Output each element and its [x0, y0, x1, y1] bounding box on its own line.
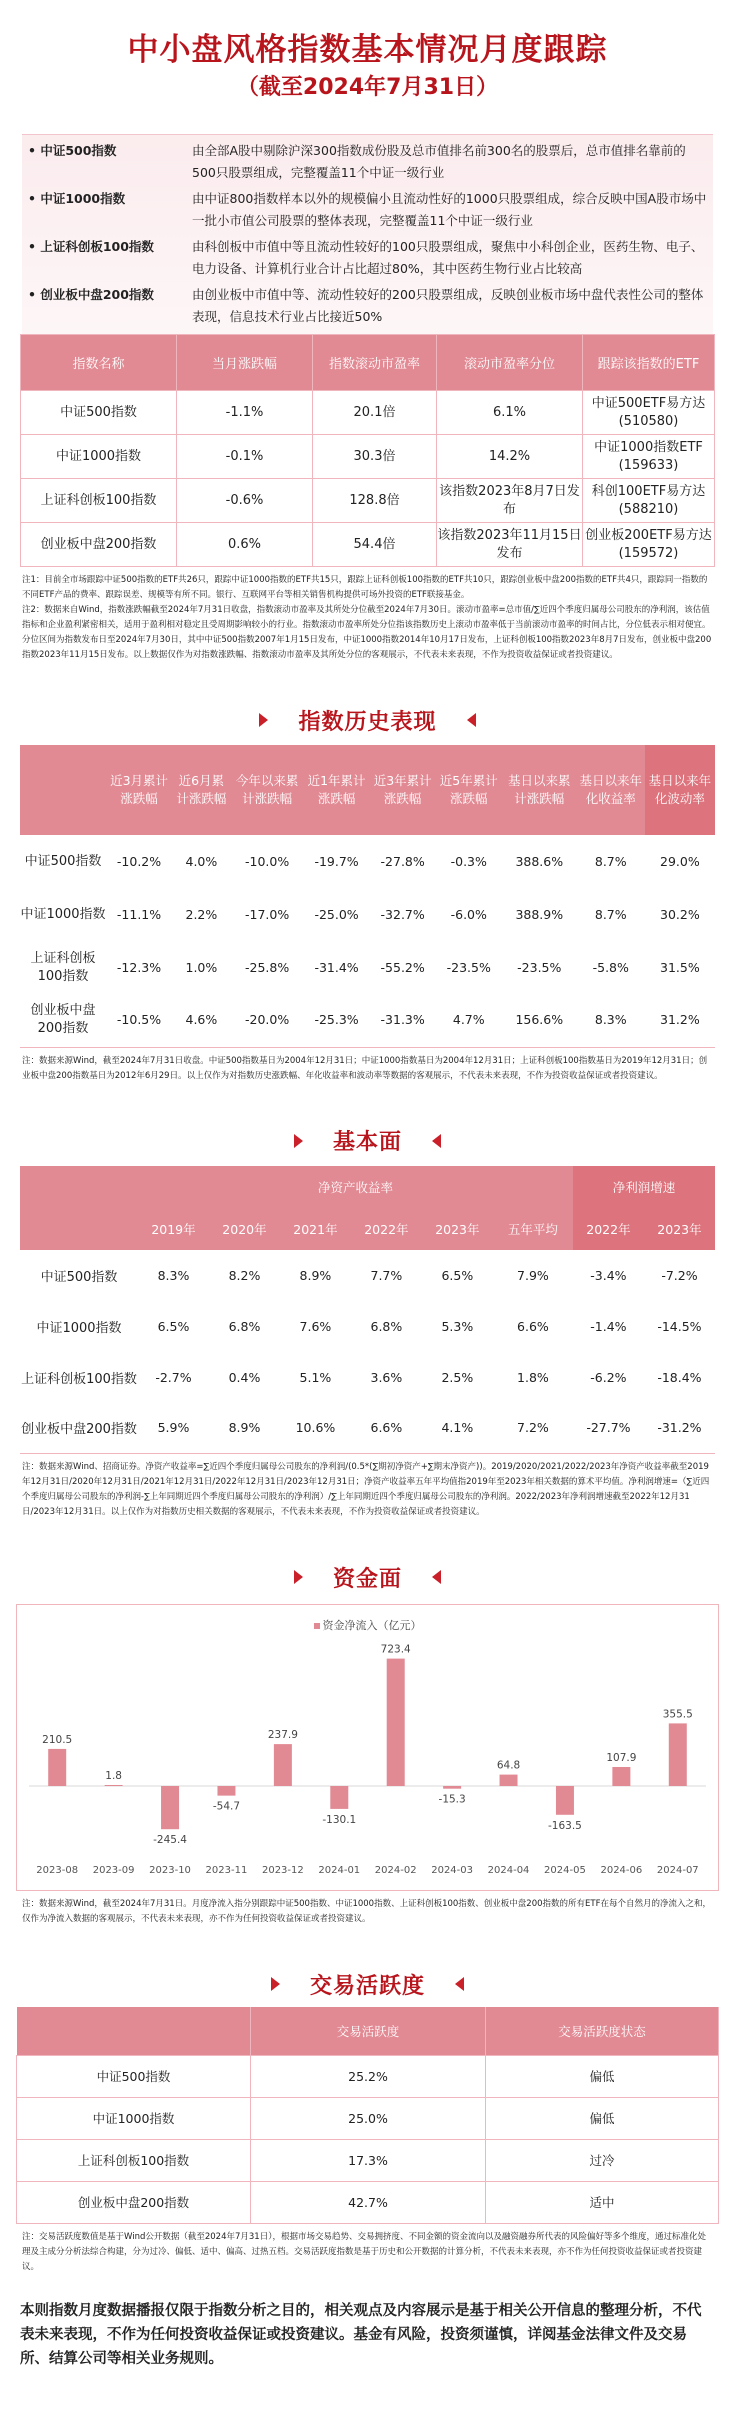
- cell: 2.5%: [441, 1369, 474, 1385]
- arrow-right-icon: [294, 1134, 303, 1148]
- x-axis-tick-label: 2024-04: [487, 1865, 530, 1876]
- bar: [443, 1786, 461, 1789]
- column-header: 近3月累计涨跌幅: [106, 745, 172, 835]
- monthly-change: -0.1%: [177, 435, 313, 479]
- cell: -20.0%: [231, 994, 304, 1047]
- index-name: 创业板中盘200指数: [20, 994, 106, 1047]
- cell: -3.4%: [590, 1267, 627, 1283]
- cell: -23.5%: [446, 959, 491, 975]
- cell: -31.2%: [644, 1403, 715, 1454]
- x-axis-tick-label: 2023-09: [92, 1865, 135, 1876]
- cell: 6.6%: [517, 1318, 549, 1334]
- column-header: 交易活跃度: [251, 2007, 486, 2055]
- group-header-profit-growth: 净利润增速: [573, 1166, 715, 1208]
- cell: -25.3%: [304, 994, 370, 1047]
- cell: 5.1%: [299, 1369, 332, 1385]
- intro-item-desc: 由全部A股中剔除沪深300指数成份股及总市值排名前300名的股票后，总市值排名靠前的500只股票组成，完整覆盖11个中证一级行业: [192, 143, 686, 180]
- section-title: 基本面: [332, 1130, 402, 1155]
- table-row: [20, 941, 715, 994]
- bar-value-label: -130.1: [322, 1813, 357, 1826]
- cell: 4.1%: [422, 1403, 493, 1454]
- table-row: [20, 994, 715, 1047]
- cell: -14.5%: [657, 1318, 702, 1334]
- column-header: 当月涨跌幅: [177, 335, 313, 391]
- pe-percentile: 该指数2023年11月15日发布: [437, 523, 583, 567]
- tracking-etf: [583, 523, 715, 567]
- table-row: [17, 2097, 719, 2139]
- cell: 8.3%: [577, 994, 645, 1047]
- column-header: 2021年: [280, 1208, 351, 1250]
- activity-value: 42.7%: [251, 2181, 486, 2223]
- column-header: 2020年: [209, 1208, 280, 1250]
- bar-value-label: -15.3: [438, 1793, 466, 1806]
- index-name: 中证500指数: [17, 2055, 251, 2097]
- cell: 8.9%: [299, 1267, 332, 1283]
- column-header: 今年以来累计涨跌幅: [231, 745, 304, 835]
- pe-percentile: 6.1%: [437, 391, 583, 435]
- bar: [217, 1786, 235, 1796]
- monthly-change: -0.6%: [177, 479, 313, 523]
- cell: 4.6%: [172, 994, 231, 1047]
- x-axis-tick-label: 2024-07: [656, 1865, 699, 1876]
- arrow-right-icon: [259, 713, 268, 727]
- cell: 6.5%: [441, 1267, 474, 1283]
- bar-chart-plot: [17, 1605, 718, 1892]
- overview-table: [20, 334, 715, 567]
- bar: [330, 1786, 348, 1809]
- activity-note: 注：交易活跃度数值是基于Wind公开数据（截至2024年7月31日），根据市场交易趋势、交易拥挤度、不同金额的资金流向以及融资融券所代表的风险偏好等多个维度，通过标准化处理及主成分分析法综合构建，分为过冷、偏低、适中、偏高、过热五档。交易活跃度指数是基于历史和公开数据的计算分析，不代表未来表现，亦不作为任何投资收益保证或者投资建议。: [22, 2231, 706, 2272]
- activity-status: 偏低: [486, 2055, 719, 2097]
- index-name: 中证500指数: [21, 391, 177, 435]
- bar-value-label: 723.4: [380, 1643, 411, 1656]
- index-name: 上证科创板100指数: [17, 2139, 251, 2181]
- intro-item: [22, 186, 713, 234]
- cell: 2.2%: [185, 906, 218, 922]
- cell: 6.8%: [228, 1318, 261, 1334]
- table-row: [20, 888, 715, 941]
- cell: -6.2%: [590, 1369, 627, 1385]
- cell: -19.7%: [314, 853, 359, 869]
- index-name: 中证500指数: [40, 1269, 118, 1285]
- cell: 8.9%: [209, 1403, 280, 1454]
- intro-item-name: • 上证科创板100指数: [22, 236, 192, 280]
- arrow-right-icon: [294, 1570, 303, 1584]
- tracking-etf: [583, 435, 715, 479]
- index-name: 创业板中盘200指数: [20, 1403, 138, 1454]
- column-header: 2019年: [138, 1208, 209, 1250]
- cell: -6.0%: [450, 906, 487, 922]
- cell: 7.6%: [299, 1318, 332, 1334]
- intro-item: [22, 282, 713, 330]
- activity-value: 25.2%: [251, 2055, 486, 2097]
- column-header: 近3年累计涨跌幅: [370, 745, 436, 835]
- table-row: [20, 1403, 715, 1454]
- blank-header: [20, 1208, 138, 1250]
- table-row: [21, 479, 715, 523]
- overview-note-1: 注1：目前全市场跟踪中证500指数的ETF共26只，跟踪中证1000指数的ETF共15只，跟踪上证科创板100指数的ETF共10只，跟踪创业板中盘200指数的ETF共4只，跟踪同一指数的不同ETF产品的费率、跟踪误差、规模等有所不同。银行、互联网平台等相关销售机构提供可场外投资的ETF联接基金。: [22, 575, 708, 600]
- cell: 30.2%: [660, 906, 700, 922]
- monthly-change: -1.1%: [177, 391, 313, 435]
- blank-header: [20, 1166, 138, 1208]
- section-title: 资金面: [332, 1566, 402, 1592]
- cell: -27.7%: [573, 1403, 644, 1454]
- activity-value: 17.3%: [251, 2139, 486, 2181]
- index-name: 上证科创板100指数: [21, 479, 177, 523]
- x-axis-tick-label: 2023-12: [261, 1865, 304, 1876]
- cell: -10.2%: [116, 853, 162, 869]
- bar-value-label: 210.5: [42, 1733, 73, 1746]
- disclaimer: 本则指数月度数据播报仅限于指数分析之目的，相关观点及内容展示是基于相关公开信息的整理分析，不代表未来表现，不作为任何投资收益保证或投资建议。基金有风险，投资须谨慎，详阅基金法律文件及交易所、结算公司等相关业务规则。: [20, 2302, 702, 2367]
- intro-item: [22, 138, 713, 186]
- cell: -0.3%: [450, 853, 487, 869]
- table-row: [20, 835, 715, 888]
- section-title: 交易活跃度: [309, 1973, 425, 1999]
- cell: -25.8%: [244, 959, 290, 975]
- group-header-roe: 净资产收益率: [138, 1166, 573, 1208]
- table-row: [21, 523, 715, 567]
- column-header: 2023年: [644, 1208, 715, 1250]
- column-header: 2022年: [351, 1208, 422, 1250]
- cell: 7.9%: [517, 1267, 549, 1283]
- overview-note-2: 注2：数据来自Wind，指数涨跌幅截至2024年7月31日收盘，指数滚动市盈率及其所处分位截至2024年7月30日。滚动市盈率=总市值/∑近四个季度归属母公司股东的净利润，该估值指标和企业盈利紧密相关，适用于盈利相对稳定且受周期影响较小的行业。指数滚动市盈率所处分位指该指数历史上滚动市盈率低于当前滚动市盈率的时间占比，分位低表示相对便宜。分位区间为指数发布日至2024年7月30日，其中中证500指数2007年1月15日发布，中证1000指数2014年10月17日发布，上证科创板100指数2023年8月7日发布，创业板中盘200指数2023年11月15日发布。以上数据仅作为对指数涨跌幅、指数滚动市盈率及其所处分位的客观展示，不代表未来表现，不作为投资收益保证或者投资建议。: [22, 605, 712, 660]
- cell: 1.8%: [517, 1369, 549, 1385]
- column-header: 近5年累计涨跌幅: [436, 745, 502, 835]
- index-name: 中证500指数: [24, 853, 102, 869]
- etf-code: (510580): [618, 413, 679, 429]
- bar: [612, 1767, 630, 1786]
- pe-ratio: 128.8倍: [313, 479, 437, 523]
- activity-status: 偏低: [486, 2097, 719, 2139]
- cell: 31.2%: [645, 994, 715, 1047]
- pe-ratio: 54.4倍: [313, 523, 437, 567]
- cell: 8.3%: [157, 1267, 190, 1283]
- x-axis-tick-label: 2024-03: [431, 1865, 474, 1876]
- x-axis-tick-label: 2024-05: [544, 1865, 586, 1876]
- x-axis-tick-label: 2023-11: [205, 1865, 248, 1876]
- table-header-row: [21, 335, 715, 391]
- cell: 388.6%: [515, 853, 564, 869]
- etf-name: 中证500ETF易方达: [591, 395, 706, 411]
- cell: -5.8%: [592, 959, 629, 975]
- cell: 8.7%: [594, 906, 627, 922]
- cell: 29.0%: [660, 853, 700, 869]
- table-row: [20, 1301, 715, 1352]
- x-axis-tick-label: 2023-10: [149, 1865, 191, 1876]
- section-heading-funds: [0, 1560, 735, 1594]
- funds-note: 注：数据来源Wind，截至2024年7月31日。月度净流入指分别跟踪中证500指数、中证1000指数、上证科创板100指数、创业板中盘200指数的所有ETF在每个自然月的净流入之和，仅作为净流入数据的客观展示，不代表未来表现，亦不作为任何投资收益保证或者投资建议。: [22, 1899, 711, 1924]
- etf-name: 科创100ETF易方达: [591, 483, 706, 499]
- bar-value-label: 1.8: [105, 1770, 122, 1782]
- intro-item-name: • 中证500指数: [22, 140, 192, 184]
- column-header: 指数名称: [21, 335, 177, 391]
- cell: -11.1%: [116, 906, 162, 922]
- cell: 0.4%: [228, 1369, 261, 1385]
- etf-code: (159633): [618, 457, 679, 473]
- bar: [48, 1749, 66, 1786]
- table-header-row: [20, 1208, 715, 1250]
- tracking-etf: [583, 391, 715, 435]
- bar: [387, 1659, 405, 1786]
- section-heading-fundamentals: [0, 1124, 735, 1158]
- cell: 6.6%: [351, 1403, 422, 1454]
- bar: [105, 1785, 123, 1786]
- index-name: 中证1000指数: [21, 435, 177, 479]
- bar-value-label: -245.4: [153, 1834, 187, 1847]
- bar-value-label: -163.5: [548, 1819, 582, 1832]
- index-name: 中证1000指数: [20, 906, 106, 922]
- table-row: [21, 391, 715, 435]
- cell: 4.0%: [185, 853, 218, 869]
- intro-item-desc: 由科创板中市值中等且流动性较好的100只股票组成，聚焦中小科创企业，医药生物、电子、电力设备、计算机行业合计占比超过80%，其中医药生物行业占比较高: [192, 239, 704, 276]
- cell: -23.5%: [517, 959, 562, 975]
- cell: 388.9%: [515, 906, 564, 922]
- index-intro-list: [22, 134, 713, 334]
- cell: 5.3%: [441, 1318, 474, 1334]
- section-title: 指数历史表现: [298, 709, 437, 735]
- cell: 7.2%: [493, 1403, 573, 1454]
- cell: 8.2%: [228, 1267, 261, 1283]
- bar-value-label: -54.7: [212, 1800, 241, 1813]
- column-header: 近6月累计涨跌幅: [172, 745, 231, 835]
- cell: 7.7%: [370, 1267, 403, 1283]
- cell: -18.4%: [657, 1369, 702, 1385]
- column-header: 基日以来累计涨跌幅: [502, 745, 577, 835]
- arrow-right-icon: [271, 1977, 280, 1991]
- cell: 6.5%: [157, 1318, 190, 1334]
- page-subtitle: （截至2024年7月31日）: [236, 75, 499, 100]
- intro-item: [22, 234, 713, 282]
- cell: -10.5%: [106, 994, 172, 1047]
- index-name: 中证1000指数: [17, 2097, 251, 2139]
- activity-value: 25.0%: [251, 2097, 486, 2139]
- cell: 31.5%: [660, 959, 700, 975]
- x-axis-tick-label: 2024-01: [318, 1865, 361, 1876]
- pe-ratio: 30.3倍: [313, 435, 437, 479]
- activity-status: 适中: [486, 2181, 719, 2223]
- column-header: 跟踪该指数的ETF: [583, 335, 715, 391]
- etf-name: 中证1000指数ETF: [594, 439, 703, 455]
- bar: [161, 1786, 179, 1829]
- column-header: 基日以来年化波动率: [645, 745, 715, 835]
- cell: -32.7%: [380, 906, 425, 922]
- arrow-left-icon: [432, 1570, 441, 1584]
- column-header: [17, 2007, 251, 2055]
- intro-item-name: • 创业板中盘200指数: [22, 284, 192, 328]
- column-header: 2022年: [573, 1208, 644, 1250]
- pe-percentile: 该指数2023年8月7日发布: [437, 479, 583, 523]
- activity-status: 过冷: [486, 2139, 719, 2181]
- bar-value-label: 237.9: [267, 1729, 298, 1742]
- pe-percentile: 14.2%: [437, 435, 583, 479]
- table-row: [17, 2055, 719, 2097]
- cell: 156.6%: [502, 994, 577, 1047]
- pe-ratio: 20.1倍: [313, 391, 437, 435]
- table-row: [17, 2181, 719, 2223]
- history-note: 注：数据来源Wind，截至2024年7月31日收盘。中证500指数基日为2004年12月31日；中证1000指数基日为2004年12月31日；上证科创板100指数基日为2019年12月31日；创业板中盘200指数基日为2012年6月29日。以上仅作为对指数历史涨跌幅、年化收益率和波动率等数据的客观展示，不代表未来表现，不作为投资收益保证或者投资建议。: [22, 1055, 708, 1081]
- bar: [669, 1723, 687, 1786]
- bar: [274, 1744, 292, 1786]
- cell: 8.7%: [594, 853, 627, 869]
- cell: -25.0%: [314, 906, 359, 922]
- x-axis-tick-label: 2023-08: [36, 1865, 79, 1876]
- x-axis-tick-label: 2024-06: [600, 1865, 643, 1876]
- bar-value-label: 64.8: [496, 1759, 521, 1772]
- cell: 5.9%: [138, 1403, 209, 1454]
- index-name: 创业板中盘200指数: [17, 2181, 251, 2223]
- cell: 10.6%: [280, 1403, 351, 1454]
- table-row: [17, 2139, 719, 2181]
- column-header: 指数滚动市盈率: [313, 335, 437, 391]
- cell: -2.7%: [155, 1369, 192, 1385]
- cell: 4.7%: [436, 994, 502, 1047]
- index-name: 中证1000指数: [36, 1320, 122, 1336]
- bar-value-label: 355.5: [662, 1708, 693, 1721]
- cell: -12.3%: [116, 959, 162, 975]
- arrow-left-icon: [432, 1134, 441, 1148]
- intro-item-desc: 由中证800指数样本以外的规模偏小且流动性好的1000只股票组成，综合反映中国A股市场中一批小市值公司股票的整体表现，完整覆盖11个中证一级行业: [192, 191, 707, 228]
- cell: -55.2%: [380, 959, 425, 975]
- monthly-change: 0.6%: [177, 523, 313, 567]
- index-name: 上证科创板100指数: [30, 950, 96, 984]
- table-row: [20, 1250, 715, 1301]
- section-heading-activity: [0, 1967, 735, 2001]
- table-row: [21, 435, 715, 479]
- column-header: 交易活跃度状态: [486, 2007, 719, 2055]
- column-header: [20, 745, 106, 835]
- cell: -10.0%: [244, 853, 290, 869]
- intro-item-desc: 由创业板中市值中等、流动性较好的200只股票组成，反映创业板市场中盘代表性公司的整体表现，信息技术行业占比接近50%: [192, 287, 704, 324]
- column-header: 滚动市盈率分位: [437, 335, 583, 391]
- cell: -1.4%: [590, 1318, 627, 1334]
- fundamentals-note: 注：数据来源Wind、招商证券。净资产收益率=∑近四个季度归属母公司股东的净利润/(0.5*(∑期初净资产+∑期末净资产))。2019/2020/2021/2022/2023年净资产收益率截至2019年12月31日/2020年12月31日/2021年12月31日/2022年12月31日/2023年12月31日；净资产收益率五年平均值指2019年至2023年相关数据的算术平均值。净利润增速=（∑近四个季度归属母公司股东的净利润-∑上年同期近四个季度归属母公司股东的净利润）/∑上年同期近四个季度归属母公司股东的净利润。2022/2023年净利润增速截至2022年12月31日/2023年12月31日。以上仅作为对指数历史相关数据的客观展示，不代表未来表现，不作为投资收益保证或者投资建议。: [22, 1462, 710, 1517]
- cell: -17.0%: [244, 906, 290, 922]
- table-group-header-row: [20, 1166, 715, 1208]
- etf-code: (588210): [618, 501, 679, 517]
- cell: 6.8%: [370, 1318, 403, 1334]
- arrow-left-icon: [467, 713, 476, 727]
- index-name: 创业板中盘200指数: [21, 523, 177, 567]
- cell: -7.2%: [661, 1267, 698, 1283]
- cell: 1.0%: [185, 959, 218, 975]
- legend-label: 资金净流入（亿元）: [322, 1619, 422, 1632]
- intro-item-name: • 中证1000指数: [22, 188, 192, 232]
- cell: 3.6%: [370, 1369, 403, 1385]
- bar-value-label: 107.9: [606, 1751, 637, 1764]
- bar: [500, 1775, 518, 1786]
- net-inflow-chart: [16, 1604, 719, 1891]
- table-header-row: [17, 2007, 719, 2055]
- cell: -31.3%: [370, 994, 436, 1047]
- cell: -27.8%: [380, 853, 425, 869]
- cell: -31.4%: [314, 959, 359, 975]
- etf-name: 创业板200ETF易方达: [585, 527, 712, 543]
- index-name: 上证科创板100指数: [21, 1371, 137, 1387]
- table-header-row: [20, 745, 715, 835]
- column-header: 基日以来年化收益率: [577, 745, 645, 835]
- column-header: 五年平均: [493, 1208, 573, 1250]
- activity-table: [16, 2007, 719, 2224]
- etf-code: (159572): [618, 545, 679, 561]
- x-axis-tick-label: 2024-02: [374, 1865, 417, 1876]
- arrow-left-icon: [455, 1977, 464, 1991]
- column-header: 2023年: [422, 1208, 493, 1250]
- section-heading-history: [0, 703, 735, 737]
- table-row: [20, 1352, 715, 1403]
- tracking-etf: [583, 479, 715, 523]
- column-header: 近1年累计涨跌幅: [304, 745, 370, 835]
- fundamentals-table: [20, 1166, 715, 1455]
- page-title: 中小盘风格指数基本情况月度跟踪: [127, 32, 608, 68]
- bar: [556, 1786, 574, 1815]
- history-table: [20, 745, 715, 1048]
